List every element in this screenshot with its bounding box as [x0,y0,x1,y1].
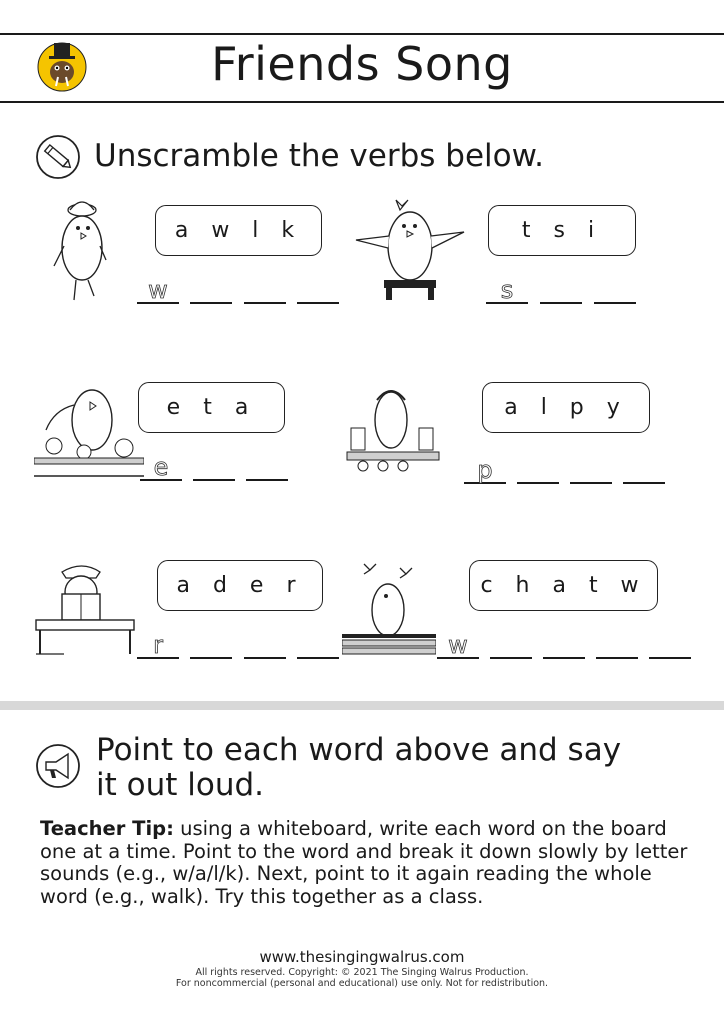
answer-blank [649,633,691,659]
penguin-sitting-picture [352,196,467,306]
section-divider [0,701,724,710]
answer-blank [244,278,286,304]
answer-blank [570,458,612,484]
penguin-eating-picture [34,380,144,480]
first-letter-hint: e [140,455,182,481]
first-letter-hint: s [486,278,528,304]
answer-blank [517,458,559,484]
scrambled-word-box: a w l k [155,205,322,256]
answer-blank [623,458,665,484]
pencil-icon [34,133,82,181]
answer-blank [297,278,339,304]
footer-usage-note: For noncommercial (personal and educational) use only. Not for redistribution. [175,978,549,989]
answer-blank [246,455,288,481]
teacher-tip-label: Teacher Tip: [40,817,174,840]
answer-blank [596,633,638,659]
teacher-tip-text: using a whiteboard, write each word on the board one at a time. Point to the word and break it down slowly by letter sounds (e.g., w/a/l/k). Next, point to it again reading the whole word (e.g., walk). Try this together as a class. [40,817,688,908]
penguin-playing-picture [343,382,443,474]
answer-blank [543,633,585,659]
answer-blank [490,633,532,659]
answer-blank [190,633,232,659]
first-letter-hint: p [464,458,506,484]
megaphone-icon [34,742,82,790]
penguin-walking-picture [48,196,128,306]
header-top-rule [0,33,724,35]
section1-heading: Unscramble the verbs below. [94,138,544,174]
scrambled-word-box: t s i [488,205,636,256]
first-letter-hint: w [437,633,479,659]
answer-blank [193,455,235,481]
answer-blank [540,278,582,304]
penguin-watching-picture [342,560,436,658]
penguin-reading-picture [34,562,138,658]
scrambled-word-box: a d e r [157,560,323,611]
scrambled-word-box: e t a [138,382,285,433]
first-letter-hint: w [137,278,179,304]
answer-blank [190,278,232,304]
section2-heading-line1: Point to each word above and say [96,732,622,768]
header-bottom-rule [0,101,724,103]
first-letter-hint: r [137,633,179,659]
answer-blank [594,278,636,304]
footer-copyright: All rights reserved. Copyright: © 2021 The Singing Walrus Production. [195,967,529,978]
scrambled-word-box: c h a t w [469,560,658,611]
scrambled-word-box: a l p y [482,382,650,433]
section2-heading-line2: it out loud. [96,767,265,803]
page-title: Friends Song [211,37,513,91]
footer-url: www.thesingingwalrus.com [259,948,465,966]
answer-blank [297,633,339,659]
answer-blank [244,633,286,659]
teacher-tip [40,818,690,908]
